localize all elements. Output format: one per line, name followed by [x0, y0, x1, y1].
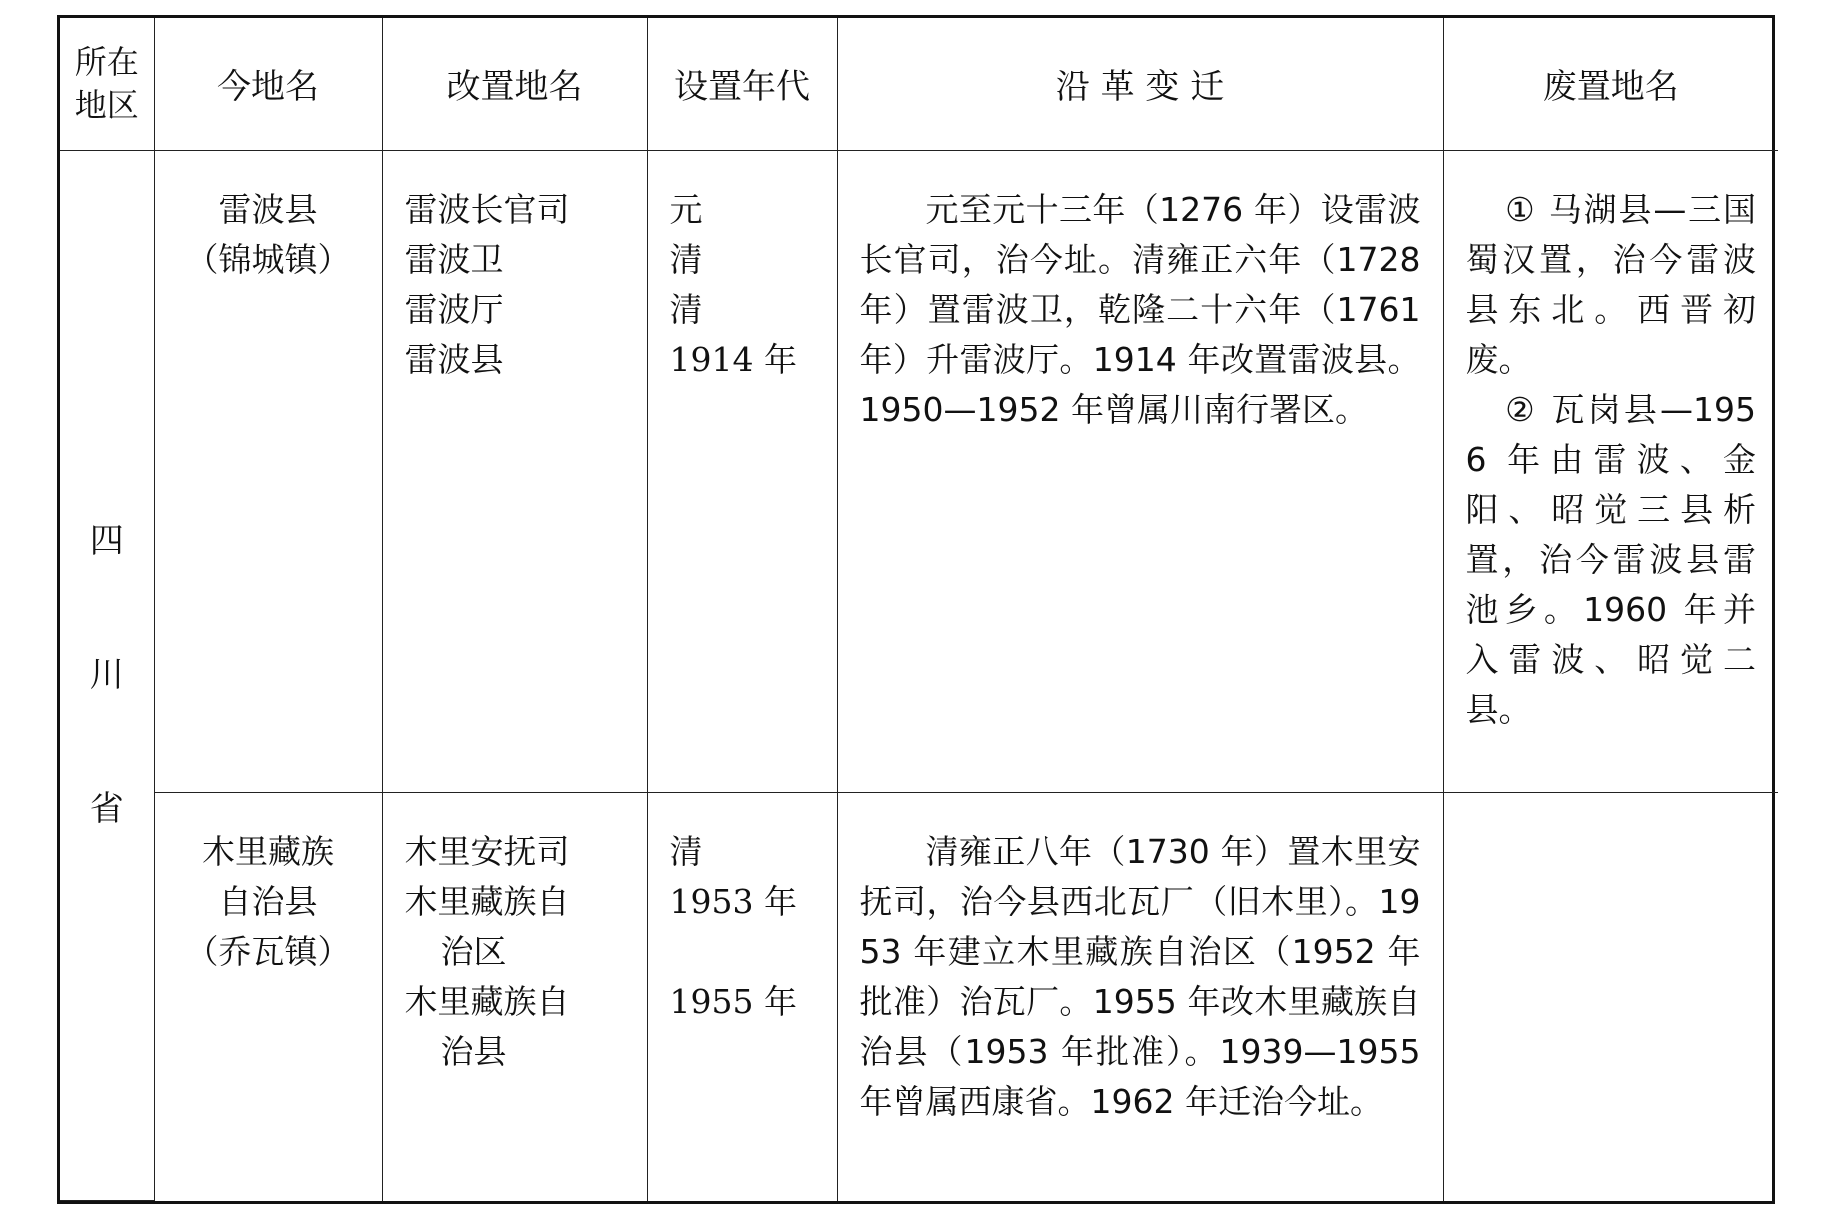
era: 1953 年 [669, 881, 797, 921]
era-cell [647, 792, 837, 1201]
current-name-line: （乔瓦镇） [185, 931, 351, 971]
former-names-cell [382, 792, 647, 1201]
era: 1955 年 [669, 981, 797, 1021]
region-char-1: 四 [89, 521, 124, 562]
era [670, 927, 815, 977]
abolished-item: ② 瓦岗县—1956 年由雷波、金阳、昭觉三县析置，治今雷波县雷池乡。1960 年并入雷波、昭觉二县。 [1465, 389, 1756, 729]
header-history: 沿 革 变 迁 [837, 18, 1443, 150]
current-name-cell [154, 150, 382, 792]
era [670, 1027, 815, 1077]
region-cell [60, 150, 154, 1201]
header-region-line-1: 所在 [74, 42, 139, 81]
current-name-line: 自治县 [218, 881, 318, 921]
history-cell [837, 150, 1443, 792]
current-name-line: 雷波县 [218, 189, 318, 229]
former-name: 雷波县 [404, 339, 504, 379]
current-name-line: （锦城镇） [185, 239, 351, 279]
header-abolished: 废置地名 [1443, 18, 1778, 150]
table-row [60, 792, 1778, 1201]
table-row [60, 150, 1778, 792]
era: 清 [669, 239, 703, 279]
history-text: 清雍正八年（1730 年）置木里安抚司，治今县西北瓦厂（旧木里）。1953 年建立木里藏族自治区（1952 年批准）治瓦厂。1955 年改木里藏族自治县（1953 年批准）。1939—1955 年曾属西康省。1962 年迁治今址。 [859, 831, 1421, 1121]
history-cell [837, 792, 1443, 1201]
history-text: 元至元十三年（1276 年）设雷波长官司，治今址。清雍正六年（1728 年）置雷波卫，乾隆二十六年（1761 年）升雷波厅。1914 年改置雷波县。1950—1952 年曾属川南行署区。 [859, 189, 1421, 429]
header-current-name: 今地名 [154, 18, 382, 150]
abolished-cell [1443, 150, 1778, 792]
place-name-table [60, 18, 1778, 1201]
former-name: 雷波长官司 [404, 189, 570, 229]
era: 清 [669, 831, 703, 871]
gazetteer-table-frame [57, 15, 1775, 1204]
former-name: 雷波厅 [404, 289, 504, 329]
era-cell [647, 150, 837, 792]
current-name-cell [154, 792, 382, 1201]
header-region [60, 18, 154, 150]
former-name: 木里安抚司 [404, 831, 570, 871]
era: 清 [669, 289, 703, 329]
former-name: 治区 [440, 931, 507, 971]
abolished-item: ① 马湖县—三国蜀汉置，治今雷波县东北。西晋初废。 [1465, 189, 1756, 379]
former-name: 治县 [440, 1031, 507, 1071]
header-former-names: 改置地名 [382, 18, 647, 150]
former-name: 雷波卫 [404, 239, 504, 279]
header-row [60, 18, 1778, 150]
former-name: 木里藏族自 [404, 981, 570, 1021]
former-names-cell [382, 150, 647, 792]
region-char-3: 省 [89, 789, 124, 830]
former-name: 木里藏族自 [404, 881, 570, 921]
header-era: 设置年代 [647, 18, 837, 150]
region-char-2: 川 [89, 655, 124, 696]
era: 1914 年 [669, 339, 797, 379]
abolished-cell [1443, 792, 1778, 1201]
era: 元 [669, 189, 703, 229]
current-name-line: 木里藏族 [202, 831, 334, 871]
header-region-line-2: 地区 [74, 85, 139, 124]
